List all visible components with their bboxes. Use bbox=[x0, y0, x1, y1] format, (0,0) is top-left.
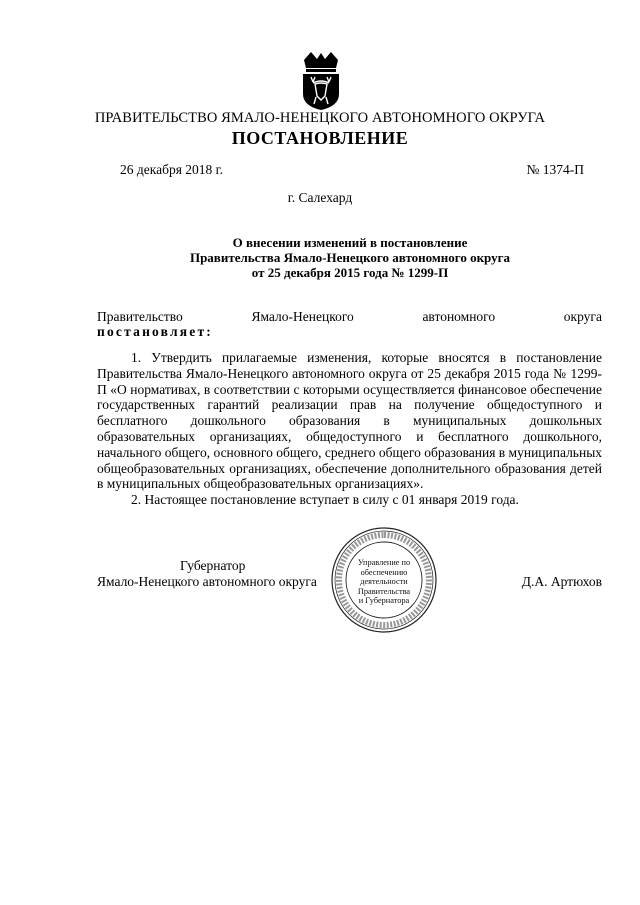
decree-word: постановляет: bbox=[97, 324, 213, 339]
document-type: ПОСТАНОВЛЕНИЕ bbox=[231, 128, 409, 148]
intro-word: округа bbox=[563, 309, 602, 324]
document-number: № 1374-П bbox=[526, 162, 584, 177]
body-paragraph-1: 1. Утвердить прилагаемые изменения, которые вносятся в постановление Правительства Ямало-Ненецкого автономного округа от 25 декабря 2015 года № 1299-П «О нормативах, в соответствии с которыми осуществляется финансовое обеспечение государственных гарантий реализации прав на получение общедоступного и бесплатного дошкольного образования в муниципальных дошкольных образовательных организациях, общедоступного и бесплатного дошкольного, начального общего, основного общего, среднего общего образования в муниципальных общеобразовательных организациях, обеспечение дополнительного образования детей в муниципальных общеобразовательных организациях». bbox=[97, 350, 603, 492]
intro-word: автономного bbox=[422, 309, 496, 324]
stamp-line: Правительства bbox=[357, 586, 411, 596]
signatory-title: Губернатор bbox=[180, 558, 246, 573]
document-city: г. Салехард bbox=[287, 190, 353, 205]
document-body bbox=[97, 350, 602, 508]
stamp-line: Управление по bbox=[357, 558, 411, 567]
document-date: 26 декабря 2018 г. bbox=[120, 162, 224, 177]
signatory-name: Д.А. Артюхов bbox=[521, 574, 602, 589]
intro-word: Ямало-Ненецкого bbox=[251, 309, 354, 324]
coat-of-arms-icon bbox=[300, 52, 342, 110]
subject-line: О внесении изменений в постановление bbox=[232, 235, 468, 250]
government-title: ПРАВИТЕЛЬСТВО ЯМАЛО-НЕНЕЦКОГО АВТОНОМНОГО ОКРУГА bbox=[94, 110, 546, 126]
signatory-region: Ямало-Ненецкого автономного округа bbox=[97, 574, 317, 589]
subject-line: Правительства Ямало-Ненецкого автономного округа bbox=[189, 250, 511, 265]
stamp-line: деятельности bbox=[360, 577, 408, 587]
stamp-line: и Губернатора bbox=[358, 596, 410, 606]
document-subject bbox=[100, 235, 600, 280]
body-paragraph-2: 2. Настоящее постановление вступает в силу с 01 января 2019 года. bbox=[131, 492, 519, 508]
intro-line bbox=[97, 309, 602, 324]
stamp-text bbox=[349, 558, 419, 606]
intro-word: Правительство bbox=[97, 309, 183, 324]
intro-paragraph bbox=[97, 309, 602, 339]
stamp-line: обеспечению bbox=[360, 567, 408, 577]
subject-line: от 25 декабря 2015 года № 1299-П bbox=[251, 265, 449, 280]
